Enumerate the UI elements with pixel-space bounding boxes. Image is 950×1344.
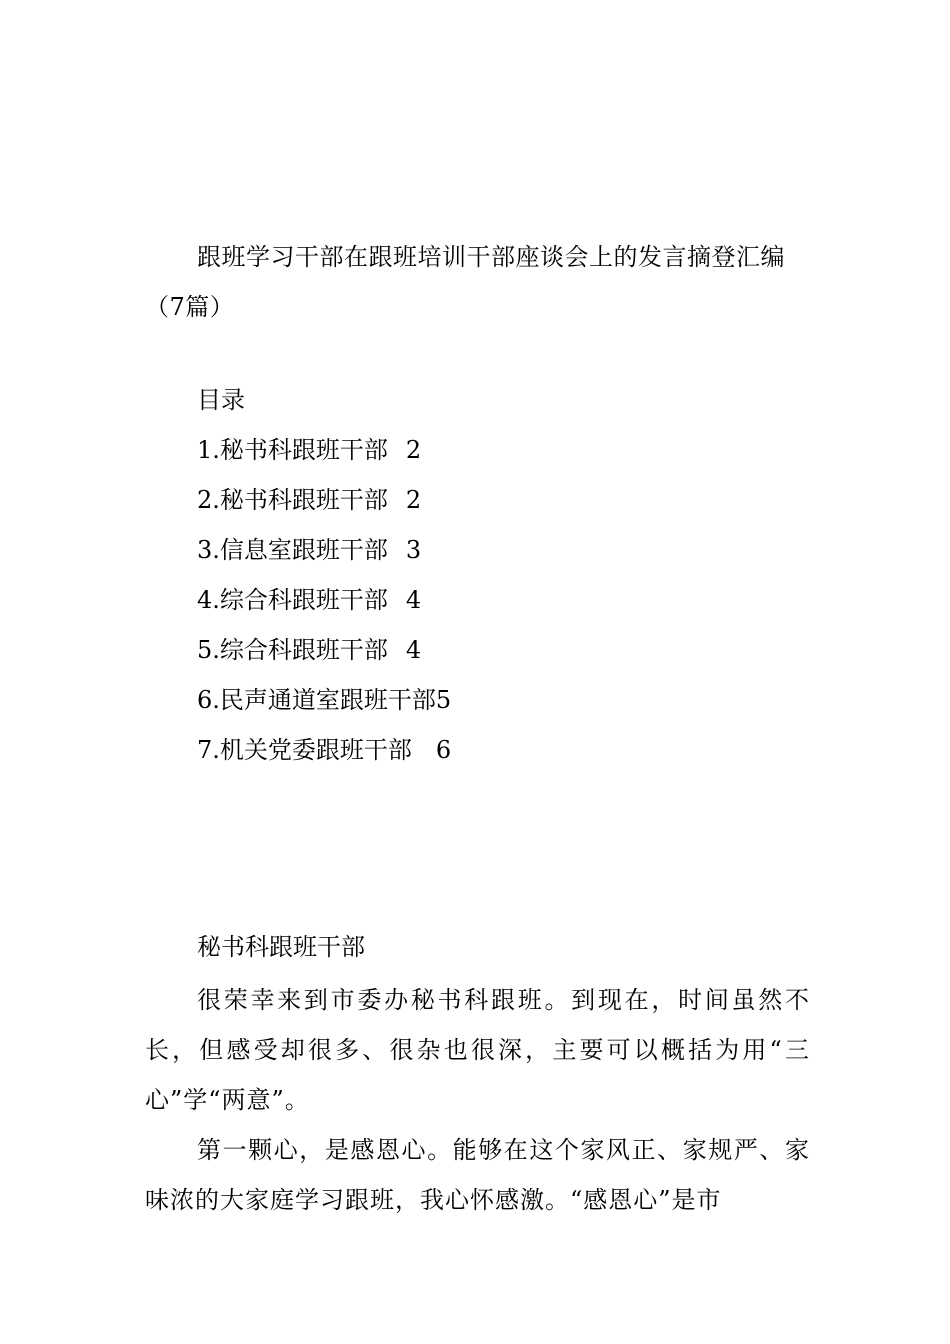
body-paragraph: 第一颗心，是感恩心。能够在这个家风正、家规严、家味浓的大家庭学习跟班，我心怀感激。“感恩心”是市 xyxy=(145,1136,810,1214)
toc-item-page: 4 xyxy=(405,586,422,614)
toc-item[interactable] xyxy=(197,680,451,730)
toc-item-label: 6.民声通道室跟班干部 xyxy=(197,686,436,714)
toc-item[interactable] xyxy=(197,430,451,480)
body-paragraph: 很荣幸来到市委办秘书科跟班。到现在，时间虽然不长，但感受却很多、很杂也很深，主要可以概括为用“三心”学“两意”。 xyxy=(145,986,810,1114)
toc-item-page: 3 xyxy=(405,536,422,564)
toc-heading: 目录 xyxy=(197,386,245,414)
toc-item-page: 2 xyxy=(405,486,422,514)
toc-item-page: 4 xyxy=(405,636,422,664)
document-title: 跟班学习干部在跟班培训干部座谈会上的发言摘登汇编（7篇） xyxy=(145,243,785,321)
toc-item[interactable] xyxy=(197,580,451,630)
toc-item-label: 5.综合科跟班干部 xyxy=(197,636,388,664)
toc-item-label: 7.机关党委跟班干部 xyxy=(197,736,412,764)
section-body xyxy=(145,975,810,1225)
toc-item-label: 4.综合科跟班干部 xyxy=(197,586,388,614)
table-of-contents xyxy=(197,430,451,780)
toc-item-page: 5 xyxy=(435,686,452,714)
toc-item-label: 3.信息室跟班干部 xyxy=(197,536,388,564)
toc-item[interactable] xyxy=(197,480,451,530)
toc-item[interactable] xyxy=(197,530,451,580)
toc-item-page: 6 xyxy=(435,736,452,764)
section-title: 秘书科跟班干部 xyxy=(197,933,365,961)
toc-item-page: 2 xyxy=(405,436,422,464)
toc-item[interactable] xyxy=(197,730,451,780)
toc-item-label: 2.秘书科跟班干部 xyxy=(197,486,388,514)
toc-item[interactable] xyxy=(197,630,451,680)
toc-item-label: 1.秘书科跟班干部 xyxy=(197,436,388,464)
